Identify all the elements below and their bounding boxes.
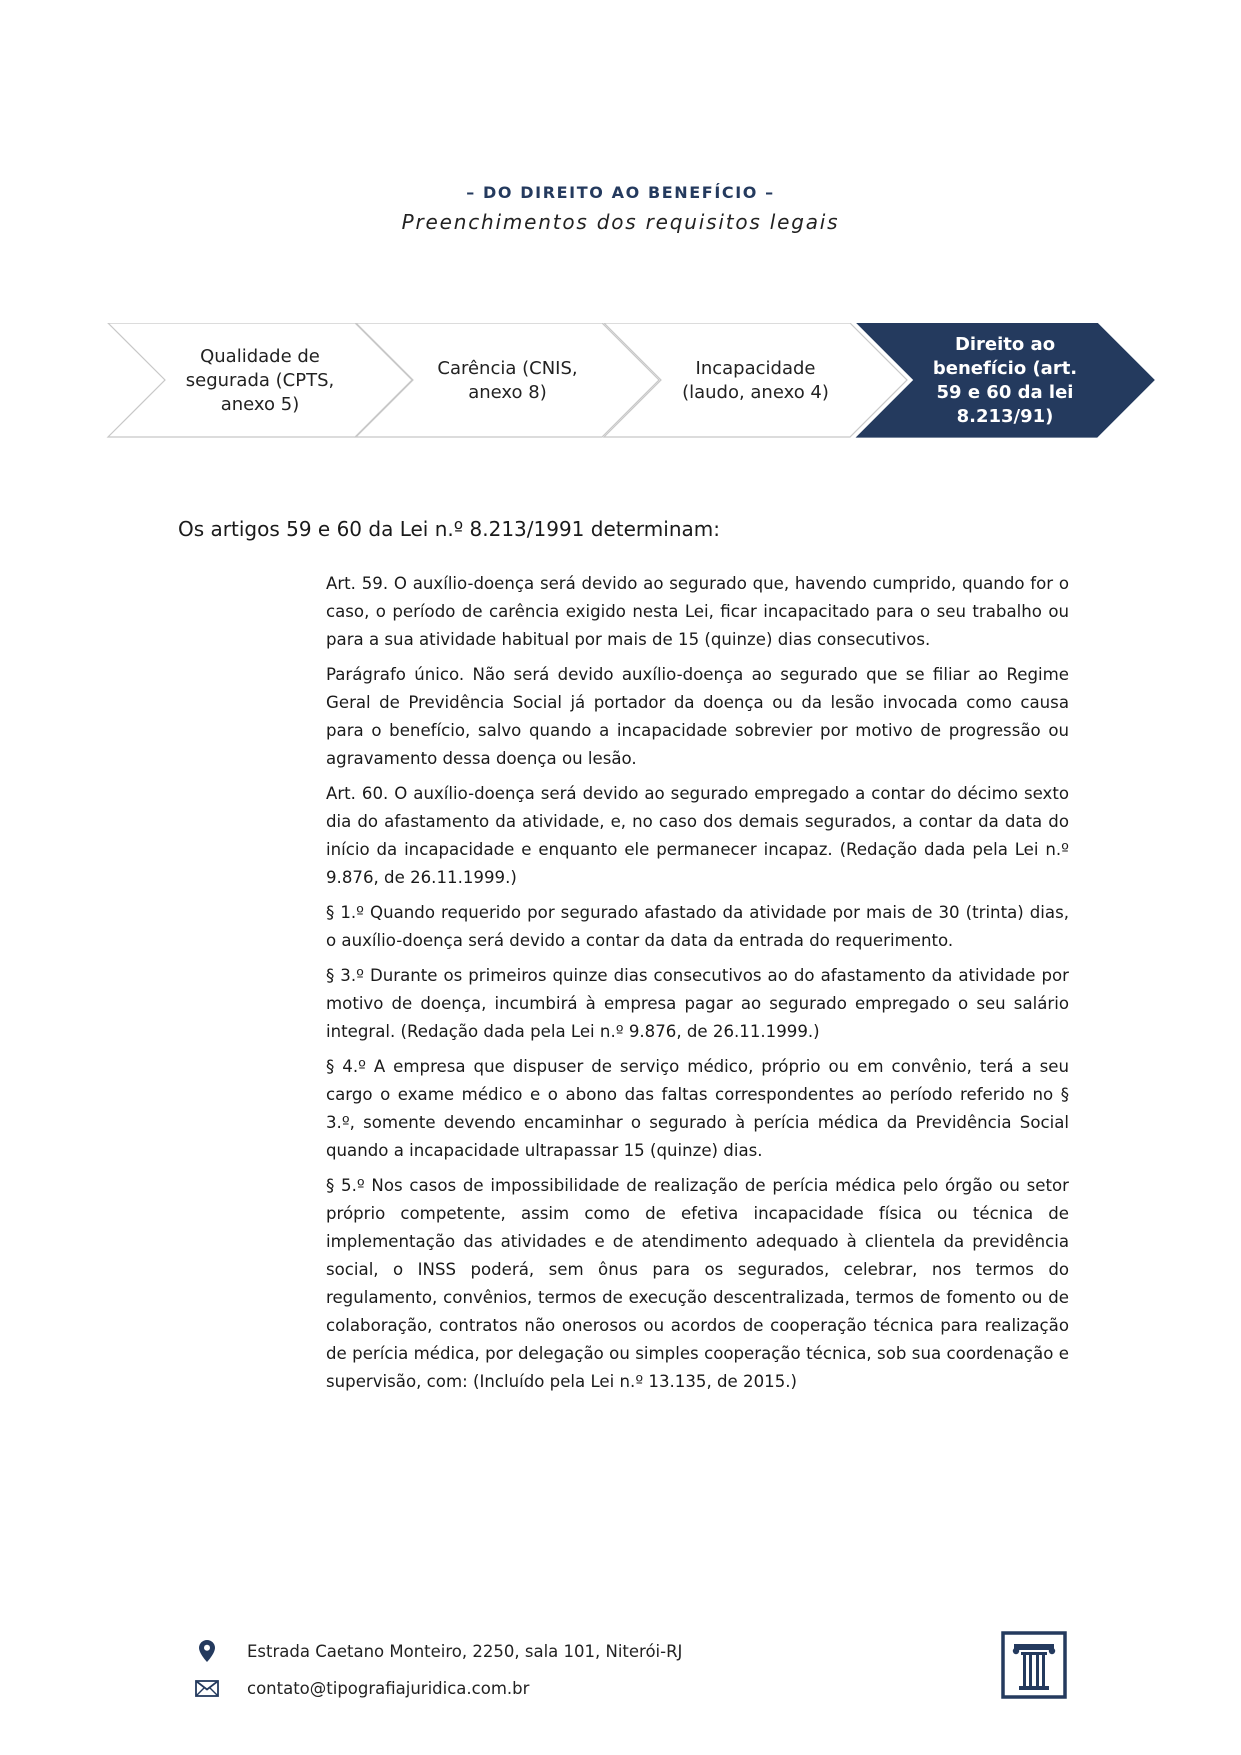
footer-email: [195, 1676, 529, 1700]
quote-paragraph-par4: § 4.º A empresa que dispuser de serviço médico, próprio ou em convênio, terá a seu cargo o exame médico e o abono das faltas correspondentes ao período referido no § 3.º, somente devendo encaminhar o segurado à perícia médica da Previdência Social quando a incapacidade ultrapassar 15 (quinze) dias.: [326, 1057, 1069, 1160]
section-kicker: – DO DIREITO AO BENEFÍCIO –: [466, 183, 775, 202]
map-pin-icon: [195, 1639, 219, 1663]
step-1-label: Qualidade de segurada (CPTS, anexo 5): [185, 345, 335, 415]
section-subtitle: Preenchimentos dos requisitos legais: [401, 210, 840, 234]
quote-paragraph-art60: Art. 60. O auxílio-doença será devido ao segurado empregado a contar do décimo sexto dia do afastamento da atividade, e, no caso dos demais segurados, a contar da data do início da incapacidade e enquanto ele permanecer incapaz. (Redação dada pela Lei n.º 9.876, de 26.11.1999.): [326, 784, 1069, 887]
quote-paragraph-par3: § 3.º Durante os primeiros quinze dias consecutivos ao do afastamento da atividade por motivo de doença, incumbirá à empresa pagar ao segurado empregado o seu salário integral. (Redação dada pela Lei n.º 9.876, de 26.11.1999.): [326, 966, 1069, 1041]
quote-paragraph-unico: Parágrafo único. Não será devido auxílio-doença ao segurado que se filiar ao Regime Geral de Previdência Social já portador da doença ou da lesão invocada como causa para o benefício, salvo quando a incapacidade sobrevier por motivo de progressão ou agravamento dessa doença ou lesão.: [326, 665, 1069, 768]
step-2-label: Carência (CNIS, anexo 8): [437, 357, 578, 403]
step-3-label: Incapacidade (laudo, anexo 4): [682, 357, 829, 403]
footer-email-text[interactable]: contato@tipografiajuridica.com.br: [247, 1678, 530, 1698]
quote-paragraph-par1: § 1.º Quando requerido por segurado afastado da atividade por mais de 30 (trinta) dias, o auxílio-doença será devido a contar da data da entrada do requerimento.: [326, 903, 1069, 950]
column-logo: [1001, 1631, 1067, 1699]
process-diagram: [0, 323, 1241, 438]
envelope-icon: [195, 1676, 219, 1700]
step-4-label: Direito ao benefício (art. 59 e 60 da lei 8.213/91): [932, 333, 1078, 427]
law-quote: [326, 570, 1069, 1403]
quote-paragraph-par5: § 5.º Nos casos de impossibilidade de realização de perícia médica pelo órgão ou setor próprio competente, assim como de efetiva incapacidade física ou técnica de implementação das atividades e de atendimento adequado à clientela da previdência social, o INSS poderá, sem ônus para os segurados, celebrar, nos termos do regulamento, convênios, termos de execução descentralizada, termos de fomento ou de colaboração, contratos não onerosos ou acordos de cooperação técnica para realização de perícia médica, por delegação ou simples cooperação técnica, sob sua coordenação e supervisão, com: (Incluído pela Lei n.º 13.135, de 2015.): [326, 1176, 1069, 1391]
footer-address: [195, 1639, 682, 1663]
footer-address-text: Estrada Caetano Monteiro, 2250, sala 101, Niterói-RJ: [247, 1641, 683, 1661]
intro-text: Os artigos 59 e 60 da Lei n.º 8.213/1991 determinam:: [178, 517, 720, 541]
quote-paragraph-art59: Art. 59. O auxílio-doença será devido ao segurado que, havendo cumprido, quando for o caso, o período de carência exigido nesta Lei, ficar incapacitado para o seu trabalho ou para a sua atividade habitual por mais de 15 (quinze) dias consecutivos.: [326, 574, 1069, 649]
